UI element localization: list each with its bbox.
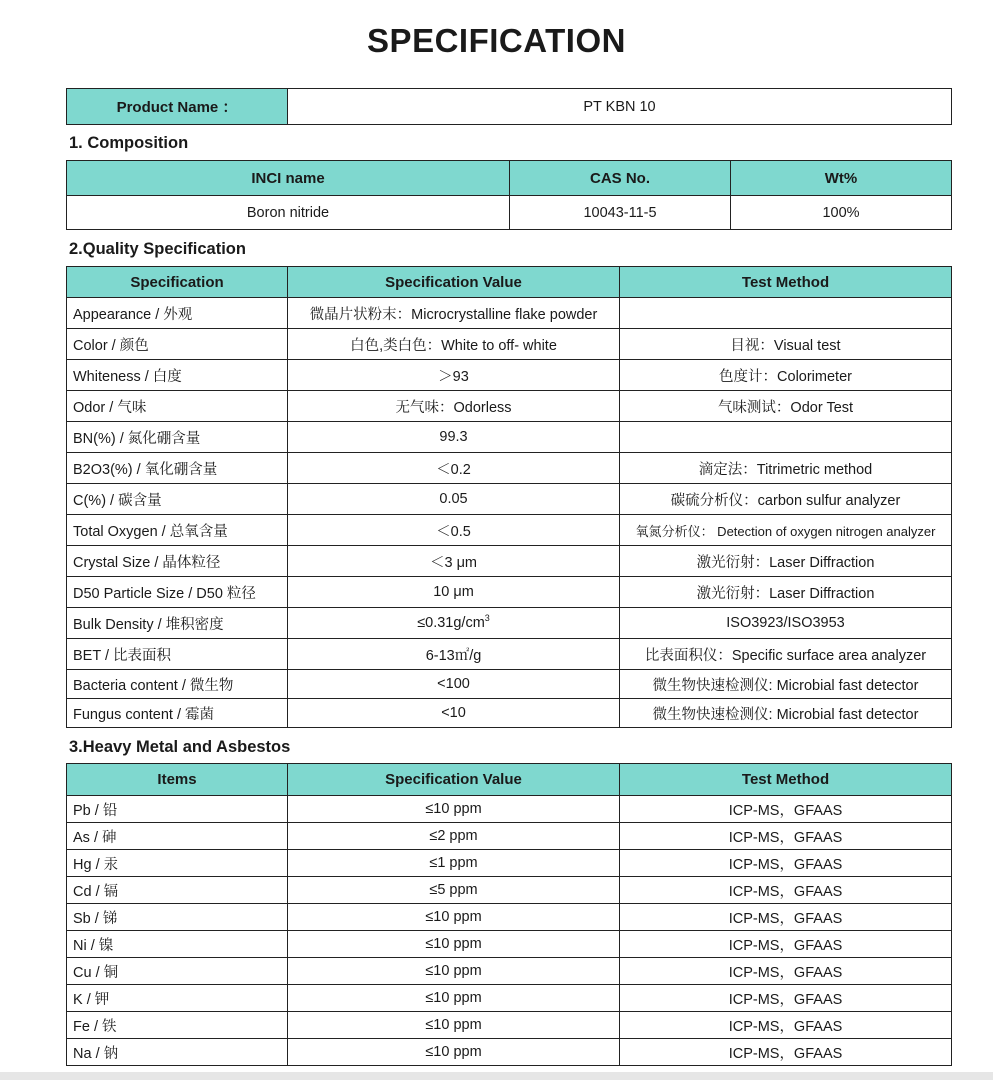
composition-header-inci: INCI name [67, 161, 510, 196]
table-row-value: ≤10 ppm [288, 796, 620, 823]
superscript-3: 3 [484, 613, 490, 624]
table-row-method: ICP-MS，GFAAS [620, 877, 952, 904]
table-row-method: 色度计：Colorimeter [620, 360, 952, 391]
table-row-label: As / 砷 [67, 823, 288, 850]
quality-header-value: Specification Value [288, 267, 620, 298]
table-row-label: Bulk Density / 堆积密度 [67, 608, 288, 639]
table-row-value: 白色,类白色：White to off- white [288, 329, 620, 360]
quality-section-title: 2.Quality Specification [69, 240, 246, 258]
table-row-value: 无气味：Odorless [288, 391, 620, 422]
table-row-method: 滴定法：Titrimetric method [620, 453, 952, 484]
table-row-label: Odor / 气味 [67, 391, 288, 422]
table-row-method: ICP-MS，GFAAS [620, 850, 952, 877]
table-row-value: ≤10 ppm [288, 1039, 620, 1066]
heavy-metal-section-title: 3.Heavy Metal and Asbestos [69, 738, 291, 756]
table-row-value: ≤10 ppm [288, 985, 620, 1012]
table-row-value: ≤1 ppm [288, 850, 620, 877]
table-row-method: 氧氮分析仪： Detection of oxygen nitrogen analyzer [620, 515, 952, 546]
table-row-label: Na / 钠 [67, 1039, 288, 1066]
heavy-metal-header-items: Items [67, 764, 288, 796]
table-row-label: Appearance / 外观 [67, 298, 288, 329]
table-row-label: Cu / 铜 [67, 958, 288, 985]
table-row-value: ≤5 ppm [288, 877, 620, 904]
table-row-method: ICP-MS，GFAAS [620, 1012, 952, 1039]
table-row-label: BN(%) / 氮化硼含量 [67, 422, 288, 453]
table-row-label: BET / 比表面积 [67, 639, 288, 670]
table-row-value: ≤10 ppm [288, 904, 620, 931]
table-row-label: B2O3(%) / 氧化硼含量 [67, 453, 288, 484]
table-row-value: ≤10 ppm [288, 931, 620, 958]
table-row-method: ICP-MS，GFAAS [620, 1039, 952, 1066]
table-row-method: ICP-MS，GFAAS [620, 796, 952, 823]
table-row-value: 99.3 [288, 422, 620, 453]
table-row-value [288, 608, 620, 639]
table-row-label: Ni / 镍 [67, 931, 288, 958]
table-row-label: Cd / 镉 [67, 877, 288, 904]
quality-table [66, 266, 952, 728]
table-row-method: ICP-MS，GFAAS [620, 904, 952, 931]
table-row-method: ICP-MS，GFAAS [620, 958, 952, 985]
table-row-label: Fe / 铁 [67, 1012, 288, 1039]
table-row-method: 微生物快速检测仪: Microbial fast detector [620, 670, 952, 699]
table-row-label: K / 钾 [67, 985, 288, 1012]
page-title: SPECIFICATION [367, 22, 626, 59]
product-name-table [66, 88, 952, 125]
table-row-label: Sb / 锑 [67, 904, 288, 931]
table-row-value: 0.05 [288, 484, 620, 515]
table-row-method: 目视：Visual test [620, 329, 952, 360]
table-row-value: ＞93 [288, 360, 620, 391]
bulk-density-value: ≤0.31g/cm [417, 615, 485, 631]
quality-header-specification: Specification [67, 267, 288, 298]
table-row-label: Color / 颜色 [67, 329, 288, 360]
table-row-method: ICP-MS，GFAAS [620, 985, 952, 1012]
composition-header-cas: CAS No. [510, 161, 731, 196]
table-row-value: ＜0.2 [288, 453, 620, 484]
composition-cell: 10043-11-5 [510, 196, 731, 230]
table-row-value: ≤10 ppm [288, 1012, 620, 1039]
table-row-label: D50 Particle Size / D50 粒径 [67, 577, 288, 608]
table-row-label: Bacteria content / 微生物 [67, 670, 288, 699]
composition-table [66, 160, 952, 230]
composition-section-title: 1. Composition [69, 134, 189, 152]
table-row-method: 碳硫分析仪：carbon sulfur analyzer [620, 484, 952, 515]
table-row-label: Crystal Size / 晶体粒径 [67, 546, 288, 577]
composition-cell: Boron nitride [67, 196, 510, 230]
table-row-method: ISO3923/ISO3953 [620, 608, 952, 639]
table-row-label: Total Oxygen / 总氧含量 [67, 515, 288, 546]
table-row-value: 微晶片状粉末：Microcrystalline flake powder [288, 298, 620, 329]
heavy-metal-header-method: Test Method [620, 764, 952, 796]
page-bottom-strip [0, 1072, 993, 1080]
product-name-label: Product Name ： [67, 89, 288, 125]
table-row-label: Whiteness / 白度 [67, 360, 288, 391]
table-row-label: C(%) / 碳含量 [67, 484, 288, 515]
heavy-metal-header-value: Specification Value [288, 764, 620, 796]
table-row-method: 微生物快速检测仪: Microbial fast detector [620, 699, 952, 728]
table-row-value: ＜0.5 [288, 515, 620, 546]
quality-header-method: Test Method [620, 267, 952, 298]
table-row-value: 10 μm [288, 577, 620, 608]
table-row-value: ≤2 ppm [288, 823, 620, 850]
table-row-value: ＜3 μm [288, 546, 620, 577]
composition-cell: 100% [731, 196, 952, 230]
table-row-label: Fungus content / 霉菌 [67, 699, 288, 728]
table-row-value: 6-13㎡/g [288, 639, 620, 670]
table-row-label: Hg / 汞 [67, 850, 288, 877]
table-row-method: ICP-MS，GFAAS [620, 823, 952, 850]
table-row-method: 比表面积仪：Specific surface area analyzer [620, 639, 952, 670]
table-row-method [620, 298, 952, 329]
heavy-metal-table [66, 763, 952, 1066]
table-row-value: <100 [288, 670, 620, 699]
table-row-method: 气味测试：Odor Test [620, 391, 952, 422]
composition-header-wt: Wt% [731, 161, 952, 196]
table-row-label: Pb / 铅 [67, 796, 288, 823]
table-row-value: <10 [288, 699, 620, 728]
product-name-value: PT KBN 10 [288, 89, 952, 125]
table-row-method [620, 422, 952, 453]
table-row-method: ICP-MS，GFAAS [620, 931, 952, 958]
table-row-method: 激光衍射：Laser Diffraction [620, 546, 952, 577]
table-row-value: ≤10 ppm [288, 958, 620, 985]
table-row-method: 激光衍射：Laser Diffraction [620, 577, 952, 608]
